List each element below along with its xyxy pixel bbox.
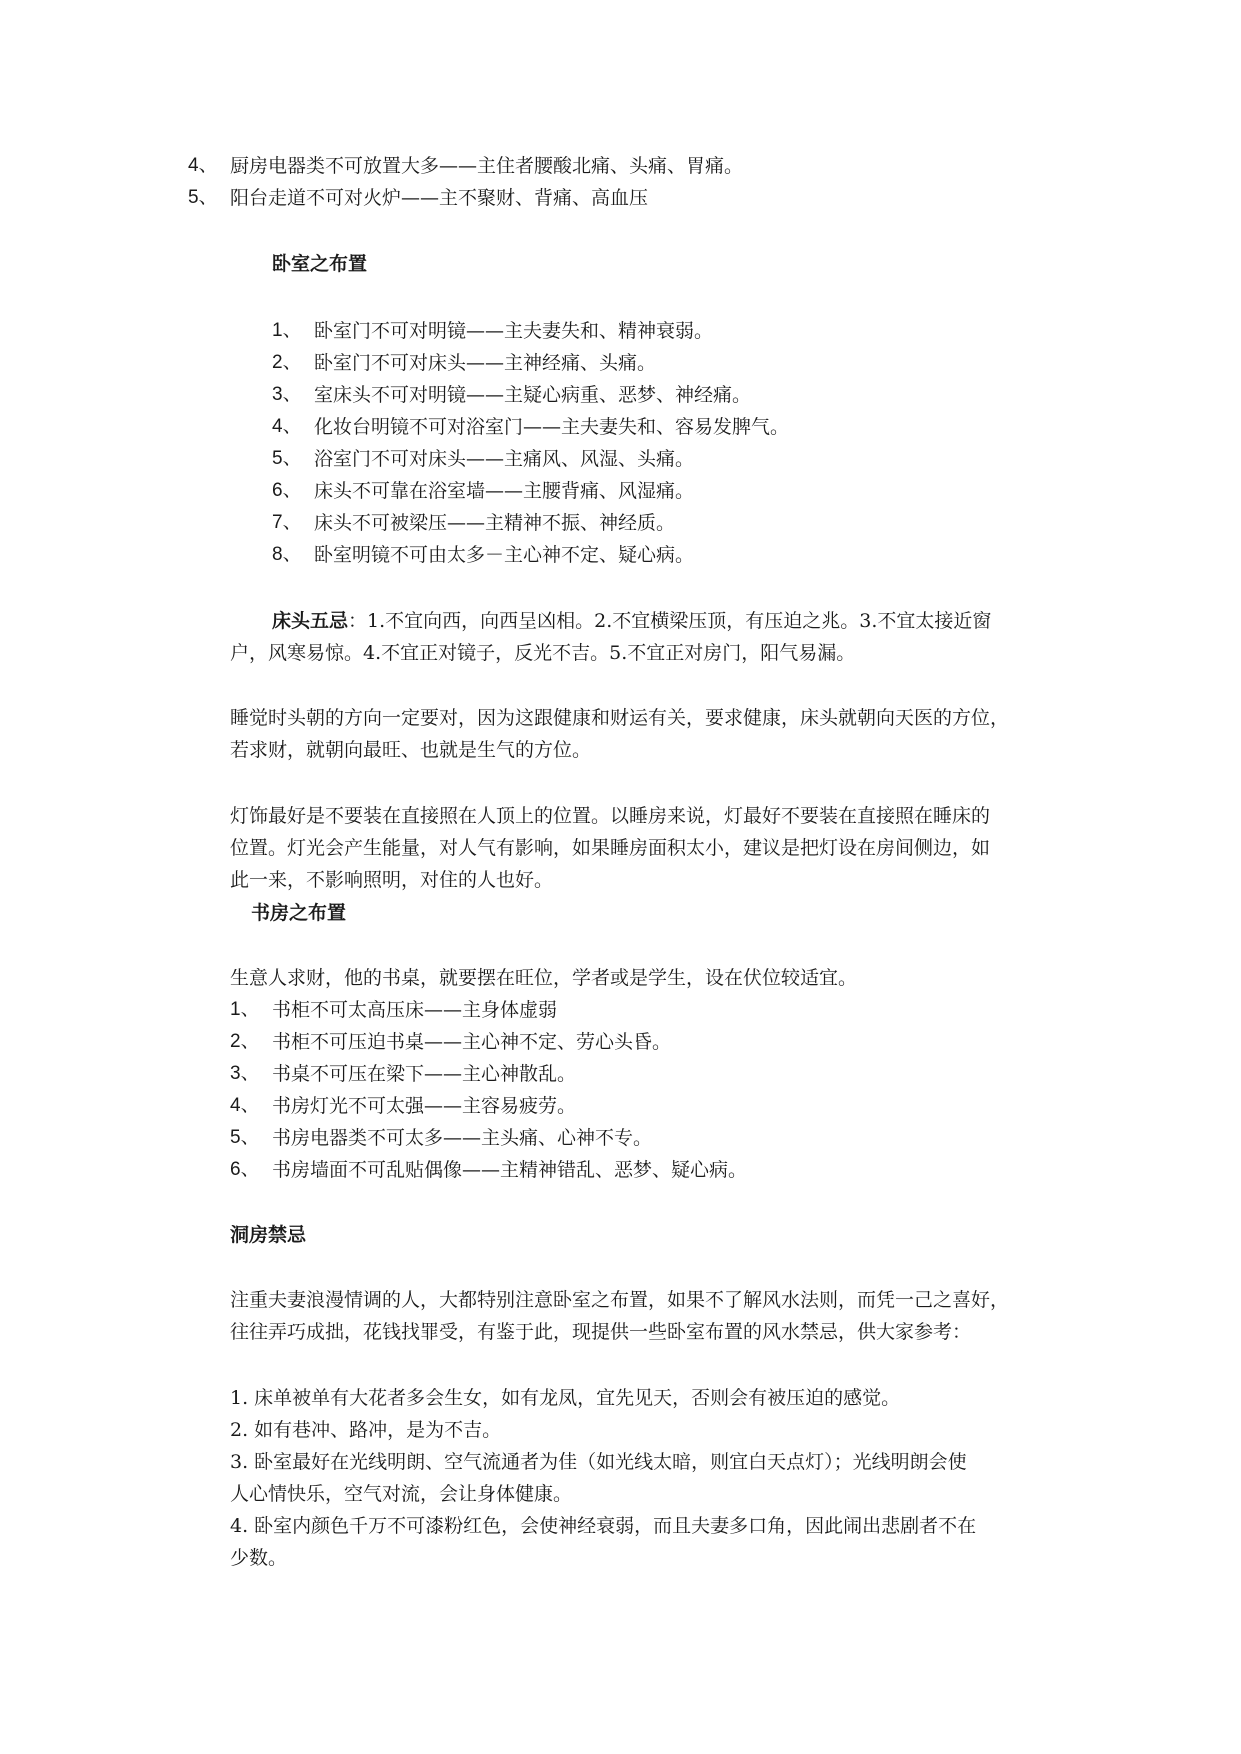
bedroom-item-text: 床头不可靠在浴室墙——主腰背痛、风湿痛。 xyxy=(314,480,695,502)
bedroom-item-text: 床头不可被梁压——主精神不振、神经质。 xyxy=(314,512,676,534)
study-section-title: 书房之布置 xyxy=(251,902,347,924)
bedroom-item-number: 8、 xyxy=(272,544,302,565)
wedding-item-4-line-1: 4. 卧室内颜色千万不可漆粉红色，会使神经衰弱，而且夫妻多口角，因此闹出悲剧者不在 xyxy=(230,1515,977,1537)
top-item-4-number: 4、 xyxy=(188,155,218,176)
study-item-text: 书房墙面不可乱贴偶像——主精神错乱、恶梦、疑心病。 xyxy=(272,1159,748,1181)
study-item-number: 1、 xyxy=(230,999,260,1020)
top-item-5-text: 阳台走道不可对火炉——主不聚财、背痛、高血压 xyxy=(230,187,649,209)
study-item-number: 5、 xyxy=(230,1127,260,1148)
sleep-direction-line-2: 若求财，就朝向最旺、也就是生气的方位。 xyxy=(230,739,592,761)
study-item-number: 3、 xyxy=(230,1063,260,1084)
top-item-4-text: 厨房电器类不可放置大多——主住者腰酸北痛、头痛、胃痛。 xyxy=(230,155,744,177)
study-item-text: 书房灯光不可太强——主容易疲劳。 xyxy=(272,1095,577,1117)
wedding-intro-line-2: 往往弄巧成拙，花钱找罪受，有鉴于此，现提供一些卧室布置的风水禁忌，供大家参考： xyxy=(230,1321,972,1343)
bedroom-item-text: 室床头不可对明镜——主疑心病重、恶梦、神经痛。 xyxy=(314,384,752,406)
top-item-5-number: 5、 xyxy=(188,187,218,208)
wedding-intro-line-1: 注重夫妻浪漫情调的人，大都特别注意卧室之布置，如果不了解风水法则，而凭一己之喜好， xyxy=(230,1289,1010,1311)
bedroom-item-text: 卧室门不可对明镜——主夫妻失和、精神衰弱。 xyxy=(314,320,714,342)
study-item-number: 2、 xyxy=(230,1031,260,1052)
five-taboos-line-1 xyxy=(272,609,991,633)
bedroom-item-text: 卧室明镜不可由太多－主心神不定、疑心病。 xyxy=(314,544,695,566)
bedroom-item-text: 卧室门不可对床头——主神经痛、头痛。 xyxy=(314,352,657,374)
wedding-item-3-line-2: 人心情快乐，空气对流，会让身体健康。 xyxy=(230,1483,573,1505)
five-taboos-text: ：1.不宜向西，向西呈凶相。2.不宜横梁压顶，有压迫之兆。3.不宜太接近窗 xyxy=(348,610,992,632)
study-item-number: 6、 xyxy=(230,1159,260,1180)
bedroom-item-number: 1、 xyxy=(272,320,302,341)
bedroom-item-text: 化妆台明镜不可对浴室门——主夫妻失和、容易发脾气。 xyxy=(314,416,790,438)
bedroom-item-number: 7、 xyxy=(272,512,302,533)
bedroom-item-number: 2、 xyxy=(272,352,302,373)
bedroom-item-number: 5、 xyxy=(272,448,302,469)
wedding-item-1: 1. 床单被单有大花者多会生女，如有龙凤，宜先见天，否则会有被压迫的感觉。 xyxy=(230,1387,901,1409)
wedding-room-section-title: 洞房禁忌 xyxy=(230,1224,307,1246)
bedroom-item-number: 3、 xyxy=(272,384,302,405)
study-item-text: 书桌不可压在梁下——主心神散乱。 xyxy=(272,1063,577,1085)
wedding-item-4-line-2: 少数。 xyxy=(230,1547,288,1569)
wedding-item-3-line-1: 3. 卧室最好在光线明朗、空气流通者为佳（如光线太暗，则宜白天点灯）；光线明朗会使 xyxy=(230,1451,967,1473)
lighting-line-2: 位置。灯光会产生能量，对人气有影响，如果睡房面积太小，建议是把灯设在房间侧边，如 xyxy=(230,837,991,859)
bedroom-item-number: 6、 xyxy=(272,480,302,501)
sleep-direction-line-1: 睡觉时头朝的方向一定要对，因为这跟健康和财运有关，要求健康，床头就朝向天医的方位， xyxy=(230,707,1010,729)
five-taboos-line-2: 户，风寒易惊。4.不宜正对镜子，反光不吉。5.不宜正对房门，阳气易漏。 xyxy=(230,642,856,664)
study-intro: 生意人求财，他的书桌，就要摆在旺位，学者或是学生，设在伏位较适宜。 xyxy=(230,967,858,989)
study-item-number: 4、 xyxy=(230,1095,260,1116)
study-item-text: 书房电器类不可太多——主头痛、心神不专。 xyxy=(272,1127,653,1149)
bedroom-item-text: 浴室门不可对床头——主痛风、风湿、头痛。 xyxy=(314,448,695,470)
lighting-line-1: 灯饰最好是不要装在直接照在人顶上的位置。以睡房来说，灯最好不要装在直接照在睡床的 xyxy=(230,805,991,827)
lighting-line-3: 此一来，不影响照明，对住的人也好。 xyxy=(230,869,554,891)
study-item-text: 书柜不可压迫书桌——主心神不定、劳心头昏。 xyxy=(272,1031,672,1053)
bedroom-item-number: 4、 xyxy=(272,416,302,437)
study-item-text: 书柜不可太高压床——主身体虚弱 xyxy=(272,999,558,1021)
bedroom-section-title: 卧室之布置 xyxy=(272,253,368,275)
five-taboos-label: 床头五忌 xyxy=(272,610,349,632)
wedding-item-2: 2. 如有巷冲、路冲，是为不吉。 xyxy=(230,1419,502,1441)
